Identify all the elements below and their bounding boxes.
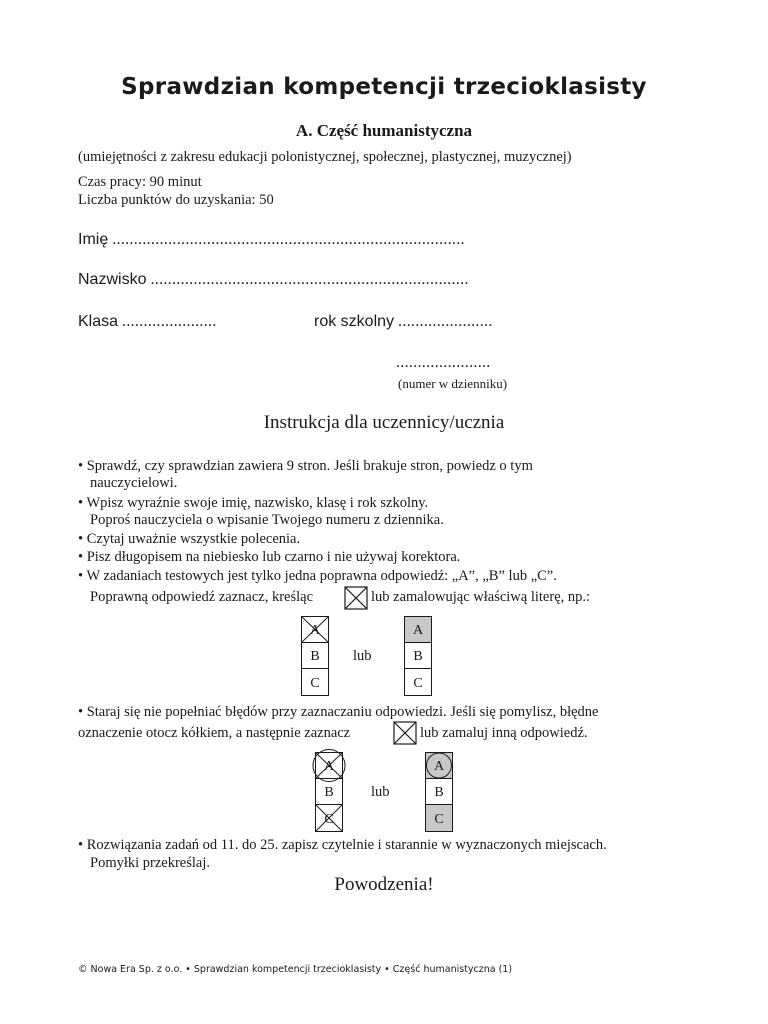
option-b-label: B (434, 785, 444, 800)
school-year-label: rok szkolny (314, 313, 395, 330)
good-luck-text: Powodzenia! (334, 874, 434, 895)
bullet-mistakes-cont-b: lub zamaluj inną odpowiedź. (420, 725, 588, 741)
bullet-pages: • Sprawdź, czy sprawdzian zawiera 9 stron. Jeśli brakuje stron, powiedz o tym (78, 458, 533, 474)
example-correction-crossed-column (315, 752, 343, 832)
crossed-box-icon (344, 586, 368, 610)
or-label: lub (353, 648, 372, 664)
bullet-tests-cont-a: Poprawną odpowiedź zaznacz, kreśląc (90, 589, 314, 605)
bullet-name-cont: Poproś nauczyciela o wpisanie Twojego numeru z dziennika. (90, 512, 444, 528)
section-subtitle: A. Część humanistyczna (295, 121, 473, 140)
bullet-mistakes: • Staraj się nie popełniać błędów przy zaznaczaniu odpowiedzi. Jeśli się pomylisz, błędne (78, 704, 599, 720)
bullet-read: • Czytaj uważnie wszystkie polecenia. (78, 531, 301, 547)
school-year-dots: ...................... (398, 313, 493, 330)
option-a-label: A (323, 759, 335, 774)
last-name-dots: .......................................................................... (150, 271, 469, 288)
bullet-mistakes-cont-a: oznaczenie otocz kółkiem, a następnie zaznacz (78, 725, 351, 741)
option-a-label: A (433, 759, 445, 774)
first-name-label: Imię (78, 231, 109, 248)
example-shaded-column (404, 616, 432, 696)
time-info: Czas pracy: 90 minut (78, 174, 202, 190)
option-b-label: B (324, 785, 334, 800)
option-a-label: A (412, 623, 424, 638)
or-label: lub (371, 784, 390, 800)
journal-number-dots[interactable]: ...................... (396, 354, 491, 371)
bullet-open-tasks: • Rozwiązania zadań od 11. do 25. zapisz czytelnie i starannie w wyznaczonych miejscach. (78, 837, 607, 853)
points-info: Liczba punktów do uzyskania: 50 (78, 192, 274, 208)
class-dots: ...................... (122, 313, 217, 330)
class-label: Klasa (78, 313, 119, 330)
option-c-label: C (413, 676, 423, 691)
bullet-open-tasks-cont: Pomyłki przekreślaj. (90, 855, 211, 871)
page-footer: © Nowa Era Sp. z o.o. • Sprawdzian kompetencji trzecioklasisty • Część humanistyczna (1) (78, 964, 513, 975)
crossed-box-icon (393, 721, 417, 745)
instructions-title: Instrukcja dla uczennicy/ucznia (263, 412, 505, 433)
option-b-label: B (310, 649, 320, 664)
option-c-label: C (434, 812, 444, 827)
journal-number-caption: (numer w dzienniku) (398, 376, 508, 391)
bullet-name: • Wpisz wyraźnie swoje imię, nazwisko, klasę i rok szkolny. (78, 495, 429, 511)
first-name-dots: .................................................................................. (112, 231, 465, 248)
bullet-tests: • W zadaniach testowych jest tylko jedna poprawna odpowiedź: „A”, „B” lub „C”. (78, 568, 557, 584)
scope-note: (umiejętności z zakresu edukacji polonistycznej, społecznej, plastycznej, muzycznej) (78, 149, 572, 165)
bullet-pen: • Pisz długopisem na niebiesko lub czarno i nie używaj korektora. (78, 549, 461, 565)
option-a-label: A (309, 623, 321, 638)
bullet-tests-cont-b: lub zamalowując właściwą literę, np.: (371, 589, 591, 605)
last-name-field[interactable] (78, 271, 469, 289)
first-name-field[interactable] (78, 231, 465, 249)
class-field[interactable] (78, 313, 217, 331)
option-c-label: C (310, 676, 320, 691)
bullet-pages-cont: nauczycielowi. (90, 475, 178, 491)
example-crossed-column (301, 616, 329, 696)
page-title: Sprawdzian kompetencji trzecioklasisty (121, 74, 647, 100)
last-name-label: Nazwisko (78, 271, 147, 288)
school-year-field[interactable] (314, 313, 493, 331)
option-b-label: B (413, 649, 423, 664)
option-c-label: C (324, 812, 334, 827)
example-correction-shaded-column (425, 752, 453, 832)
